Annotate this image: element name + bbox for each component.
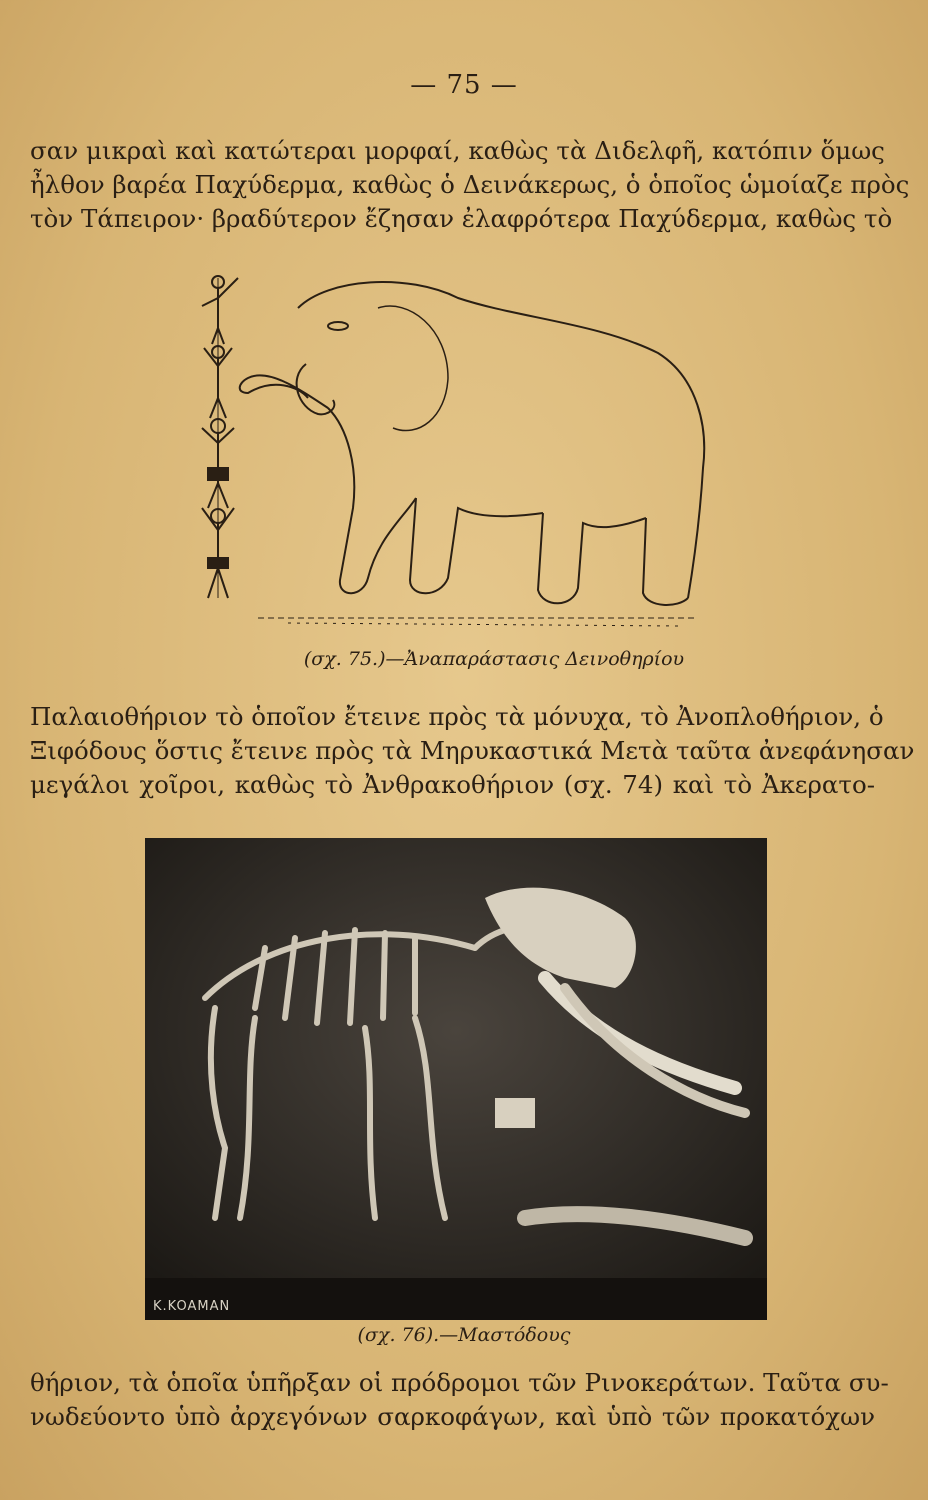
text-line: Παλαιοθήριον τὸ ὁποῖον ἔτεινε πρὸς τὰ μόνυχα, τὸ Ἀνοπλοθήριον, ὁ bbox=[30, 702, 884, 731]
text-line: νωδεύοντο ὑπὸ ἀρχεγόνων σαρκοφάγων, καὶ ὑπὸ τῶν προκατόχων bbox=[30, 1402, 875, 1431]
deinotherium-illustration bbox=[178, 268, 738, 643]
figure-76-caption: (σχ. 76).—Μαστόδους bbox=[357, 1324, 571, 1346]
deinotherium-drawing bbox=[240, 282, 704, 626]
paragraph-3 bbox=[30, 1366, 889, 1434]
human-figures-drawing bbox=[202, 276, 238, 598]
text-line: μεγάλοι χοῖροι, καθὼς τὸ Ἀνθρακοθήριον (σχ. 74) καὶ τὸ Ἀκερατο- bbox=[30, 770, 875, 799]
page-number: — 75 — bbox=[410, 70, 518, 100]
text-line: θήριον, τὰ ὁποῖα ὑπῆρξαν οἱ πρόδρομοι τῶν Ρινοκεράτων. Ταῦτα συ- bbox=[30, 1368, 889, 1397]
text-line: Ξιφόδους ὅστις ἔτεινε πρὸς τὰ Μηρυκαστικά Μετὰ ταῦτα ἀνεφάνησαν bbox=[30, 736, 915, 765]
paragraph-1 bbox=[30, 134, 910, 236]
text-line: τὸν Τάπειρον· βραδύτερον ἔζησαν ἐλαφρότερα Παχύδερμα, καθὼς τὸ bbox=[30, 204, 893, 233]
text-line: σαν μικραὶ καὶ κατώτεραι μορφαί, καθὼς τὰ Διδελφῆ, κατόπιν ὅμως bbox=[30, 136, 885, 165]
mastodon-skeleton-photo bbox=[145, 838, 767, 1320]
text-line: ἦλθον βαρέα Παχύδερμα, καθὼς ὁ Δεινάκερως, ὁ ὁποῖος ὡμοίαζε πρὸς bbox=[30, 170, 910, 199]
paragraph-2 bbox=[30, 700, 915, 802]
figure-75-caption: (σχ. 75.)—Ἀναπαράστασις Δεινοθηρίου bbox=[303, 648, 685, 670]
photo-signature: K.KOAMAN bbox=[153, 1299, 231, 1314]
